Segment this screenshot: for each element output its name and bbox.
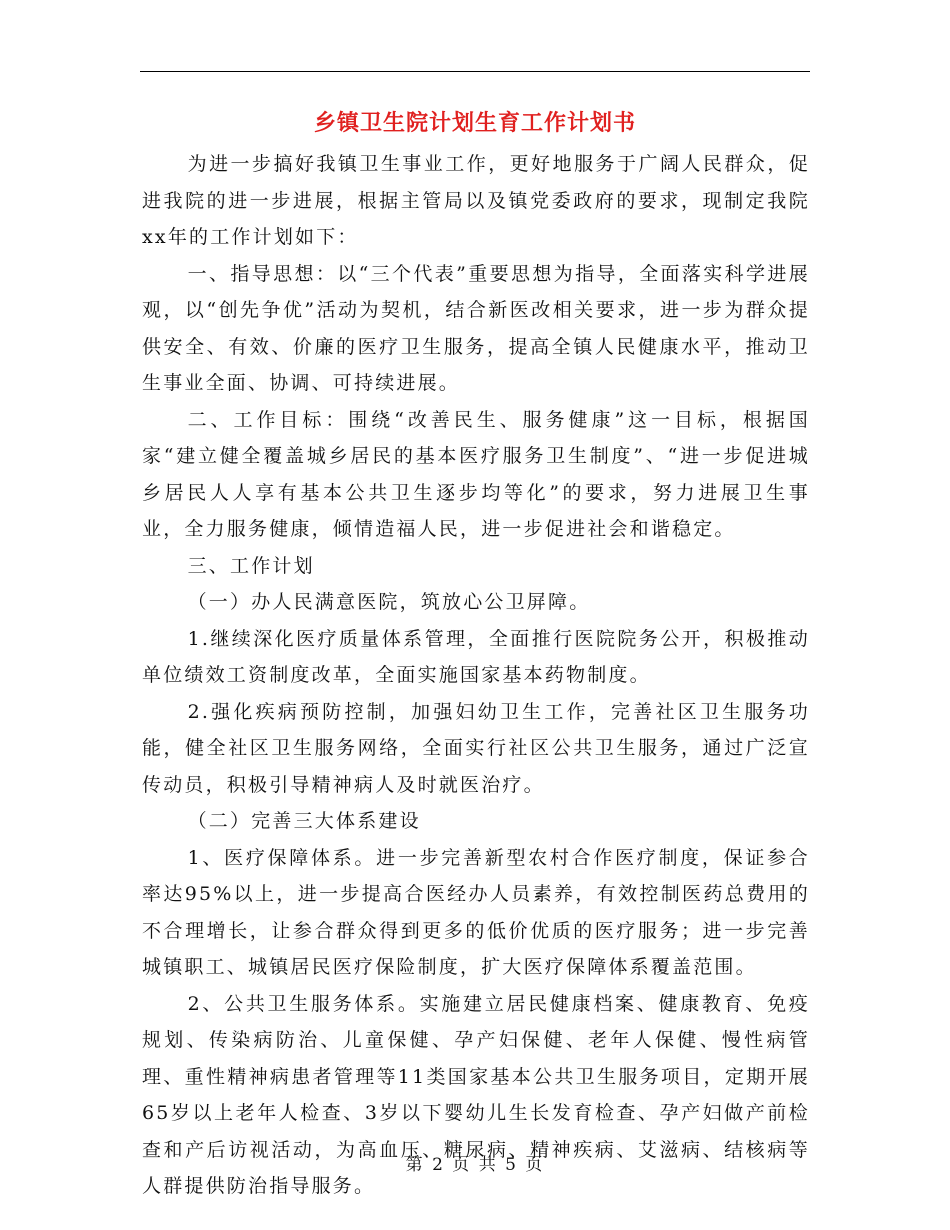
paragraph-work-goals: 二、工作目标：围绕“改善民生、服务健康”这一目标，根据国家“建立健全覆盖城乡居民的基本医疗服务卫生制度”、“进一步促进城乡居民人人享有基本公共卫生逐步均等化”的要求，努力进展卫生事业，全力服务健康，倾情造福人民，进一步促进社会和谐稳定。 xyxy=(142,408,810,540)
page-footer xyxy=(140,1153,810,1177)
paragraph-item-1: 1.继续深化医疗质量体系管理，全面推行医院院务公开，积极推动单位绩效工资制度改革，全面实施国家基本药物制度。 xyxy=(142,627,810,686)
document-title: 乡镇卫生院计划生育工作计划书 xyxy=(313,111,636,136)
paragraph-item-2: 2.强化疾病预防控制，加强妇幼卫生工作，完善社区卫生服务功能，健全社区卫生服务网络，全面实行社区公共卫生服务，通过广泛宣传动员，积极引导精神病人及时就医治疗。 xyxy=(142,700,810,796)
document-body xyxy=(142,146,810,1205)
section-heading-work-plan: 三、工作计划 xyxy=(187,554,315,577)
subsection-heading-1: （一）办人民满意医院，筑放心公卫屏障。 xyxy=(187,591,591,613)
subsection-heading-2: （二）完善三大体系建设 xyxy=(187,810,421,832)
page-number: 第 2 页 共 5 页 xyxy=(405,1155,545,1175)
paragraph-public-health: 2、公共卫生服务体系。实施建立居民健康档案、健康教育、免疫规划、传染病防治、儿童保健、孕产妇保健、老年人保健、慢性病管理、重性精神病患者管理等11类国家基本公共卫生服务项目，定期开展65岁以上老年人检查、3岁以下婴幼儿生长发育检查、孕产妇做产前检查和产后访视活动，为高血压、糖尿病、精神疾病、艾滋病、结核病等人群提供防治指导服务。 xyxy=(142,992,810,1197)
header-rule xyxy=(140,71,810,72)
paragraph-guiding-ideology: 一、指导思想：以“三个代表”重要思想为指导，全面落实科学进展观，以“创先争优”活动为契机，结合新医改相关要求，进一步为群众提供安全、有效、价廉的医疗卫生服务，提高全镇人民健康水平，推动卫生事业全面、协调、可持续进展。 xyxy=(142,262,810,394)
paragraph-medical-security: 1、医疗保障体系。进一步完善新型农村合作医疗制度，保证参合率达95%以上，进一步提高合医经办人员素养，有效控制医药总费用的不合理增长，让参合群众得到更多的低价优质的医疗服务；进一步完善城镇职工、城镇居民医疗保险制度，扩大医疗保障体系覆盖范围。 xyxy=(142,846,810,978)
paragraph-intro: 为进一步搞好我镇卫生事业工作，更好地服务于广阔人民群众，促进我院的进一步进展，根据主管局以及镇党委政府的要求，现制定我院xx年的工作计划如下： xyxy=(142,153,810,248)
